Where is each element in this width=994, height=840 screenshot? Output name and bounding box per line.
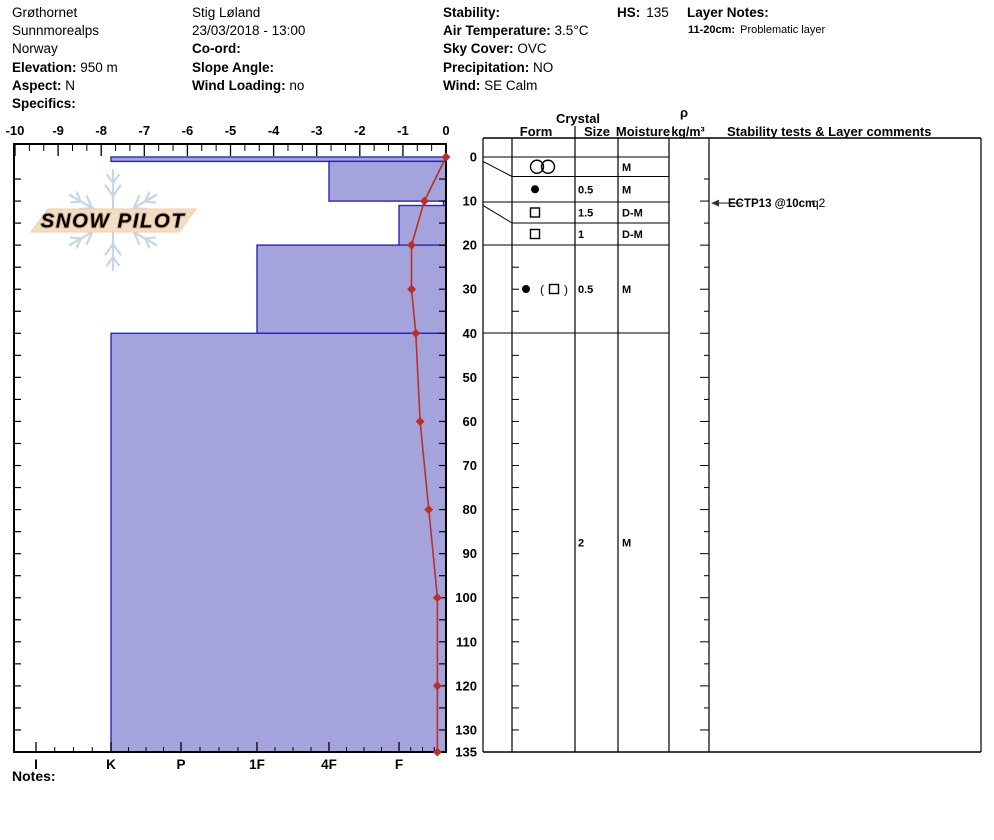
grain-size-value: 0.5 — [578, 284, 594, 296]
snow-layer-bar — [257, 245, 446, 333]
grain-form-icon-fc — [531, 230, 540, 239]
snow-layer-bar — [399, 206, 446, 246]
wind-loading-label: Wind Loading: — [192, 77, 286, 93]
grain-size-value: 2 — [578, 537, 585, 550]
layer-note-text: Problematic layer — [740, 24, 826, 36]
layer-leader-line — [483, 161, 512, 176]
stability-test-annotation: ECTP13 @10cm — [728, 198, 816, 211]
pit-datetime: 23/03/2018 - 13:00 — [192, 23, 306, 39]
depth-label: 10 — [462, 193, 477, 209]
aspect-label: Aspect: — [12, 77, 62, 93]
air-temp-label: Air Temperature: — [443, 23, 551, 39]
test-shear-quality: q2 — [812, 196, 826, 211]
temp-axis-label: -8 — [95, 123, 107, 138]
layer-leader-line — [483, 205, 512, 223]
depth-label: 100 — [455, 590, 477, 606]
temp-axis-label: -2 — [354, 123, 366, 138]
snow-layer-bar — [329, 161, 446, 201]
temp-axis-label: -5 — [224, 123, 237, 138]
depth-label: 30 — [462, 281, 477, 297]
moisture-header: Moisture — [615, 124, 671, 139]
comments-header: Stability tests & Layer comments — [727, 124, 932, 139]
form-paren: ( — [540, 282, 544, 297]
density-units: kg/m³ — [671, 125, 705, 139]
hardness-axis-label: 4F — [321, 757, 337, 772]
hardness-bars — [111, 157, 446, 752]
sky-cover-label: Sky Cover: — [443, 41, 514, 57]
grain-form-icon-fc — [550, 285, 559, 294]
temp-axis-label: -6 — [181, 123, 194, 138]
moisture-value: D-M — [622, 229, 643, 241]
size-header: Size — [583, 124, 611, 139]
grain-form-icon-rg — [531, 185, 539, 193]
temp-axis-label: -9 — [52, 123, 64, 138]
slope-angle-label: Slope Angle: — [192, 59, 275, 75]
temp-axis-label: 0 — [442, 123, 450, 138]
hardness-axis-label: I — [34, 757, 38, 772]
pit-range: Sunnmorealps — [12, 23, 100, 39]
depth-label: 60 — [462, 413, 477, 429]
moisture-value: M — [622, 284, 632, 296]
form-paren: ) — [564, 282, 568, 297]
depth-label: 130 — [455, 722, 477, 738]
hs-label: HS: — [617, 5, 641, 20]
hardness-axis-label: P — [176, 757, 186, 772]
moisture-value: D-M — [622, 207, 643, 220]
specifics-label: Specifics: — [12, 96, 76, 112]
depth-label: 90 — [462, 546, 477, 562]
air-temp-value: 3.5°C — [554, 23, 589, 39]
depth-label: 0 — [469, 149, 477, 165]
grain-form-icon-fc — [531, 208, 540, 217]
moisture-value: M — [622, 161, 632, 174]
moisture-value: M — [622, 537, 632, 550]
snowpilot-logo — [31, 170, 196, 270]
temp-axis-label: -10 — [5, 123, 25, 138]
temp-axis-label: -1 — [397, 123, 409, 138]
depth-label: 50 — [462, 369, 477, 385]
hardness-axis-label: 1F — [249, 757, 265, 772]
wind-label: Wind: — [443, 77, 481, 93]
depth-label: 70 — [462, 458, 477, 474]
depth-label: 20 — [462, 237, 477, 253]
grain-form-icon-rg — [522, 285, 530, 293]
depth-label: 40 — [462, 325, 477, 341]
moisture-value: M — [622, 184, 632, 197]
temp-axis-label: -4 — [267, 123, 280, 138]
layer-note-range: 11-20cm: — [688, 24, 736, 36]
logo-text: SNOW PILOT — [40, 209, 186, 233]
pit-country: Norway — [12, 41, 58, 57]
density-header: ρ — [679, 105, 689, 120]
depth-label: 80 — [462, 502, 477, 518]
precipitation-value: NO — [533, 59, 554, 75]
aspect-value: N — [65, 77, 76, 93]
crystal-header: Crystal — [555, 111, 601, 126]
temp-axis-label: -7 — [138, 123, 151, 138]
snow-layer-bar — [111, 333, 446, 752]
crystal-table — [483, 126, 981, 752]
test-arrow-icon — [711, 200, 719, 207]
hardness-axis-label: F — [394, 757, 404, 772]
grain-size-value: 1.5 — [578, 207, 594, 220]
notes-label: Notes: — [12, 768, 56, 784]
precipitation-label: Precipitation: — [443, 59, 530, 75]
temp-axis-label: -3 — [310, 123, 323, 138]
hardness-axis-label: K — [106, 757, 116, 772]
stability-label: Stability: — [443, 5, 501, 20]
depth-label: 110 — [456, 634, 477, 650]
sky-cover-value: OVC — [517, 41, 547, 57]
wind-value: SE Calm — [484, 77, 538, 93]
layer-notes-label: Layer Notes: — [687, 5, 769, 20]
wind-loading-value: no — [289, 77, 305, 93]
grain-size-value: 0.5 — [578, 184, 594, 197]
pit-location: Grøthornet — [12, 5, 78, 20]
grain-size-value: 1 — [578, 229, 585, 241]
elevation-label: Elevation: — [12, 59, 77, 75]
elevation-value: 950 m — [80, 59, 118, 75]
hs-value: 135 — [646, 5, 669, 20]
observer-name: Stig Løland — [192, 5, 261, 20]
coord-label: Co-ord: — [192, 41, 241, 57]
form-header: Form — [519, 124, 553, 139]
depth-label: 135 — [455, 744, 477, 760]
depth-label: 120 — [455, 678, 477, 694]
